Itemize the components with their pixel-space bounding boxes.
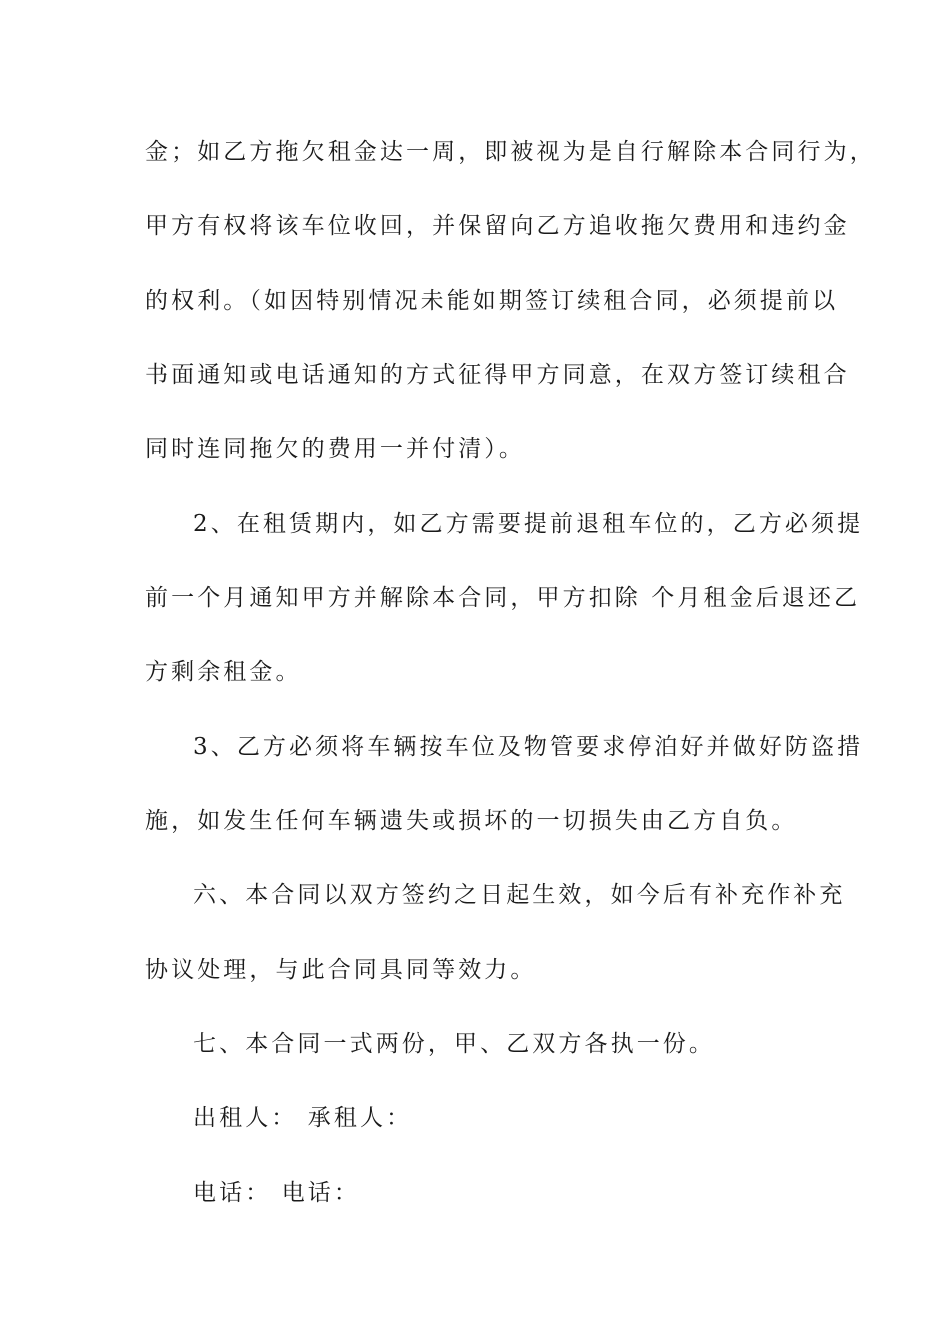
paragraph-line: 甲方有权将该车位收回，并保留向乙方追收拖欠费用和违约金 xyxy=(145,213,850,239)
paragraph-line: 书面通知或电话通知的方式征得甲方同意，在双方签订续租合 xyxy=(145,362,850,388)
paragraph-line: 施，如发生任何车辆遗失或损坏的一切损失由乙方自负。 xyxy=(145,808,798,834)
paragraph-line: 同时连同拖欠的费用一并付清）。 xyxy=(145,436,525,462)
paragraph-line: 金；如乙方拖欠租金达一周，即被视为是自行解除本合同行为， xyxy=(145,139,876,165)
paragraph-line: 六、本合同以双方签约之日起生效，如今后有补充作补充 xyxy=(193,882,846,908)
signature-line: 出租人： 承租人： xyxy=(193,1105,413,1131)
paragraph-line: 方剩余租金。 xyxy=(145,659,302,685)
phone-line: 电话： 电话： xyxy=(193,1180,361,1206)
paragraph-line: 前一个月通知甲方并解除本合同，甲方扣除 个月租金后退还乙 xyxy=(145,585,861,611)
paragraph-line: 协议处理，与此合同具同等效力。 xyxy=(145,957,537,983)
paragraph-line: 的权利。（如因特别情况未能如期签订续租合同，必须提前以 xyxy=(145,288,839,314)
paragraph-line: 七、本合同一式两份，甲、乙双方各执一份。 xyxy=(193,1031,715,1057)
paragraph-line: 2、在租赁期内，如乙方需要提前退租车位的，乙方必须提 xyxy=(193,511,864,537)
paragraph-line: 3、乙方必须将车辆按车位及物管要求停泊好并做好防盗措 xyxy=(193,734,864,760)
